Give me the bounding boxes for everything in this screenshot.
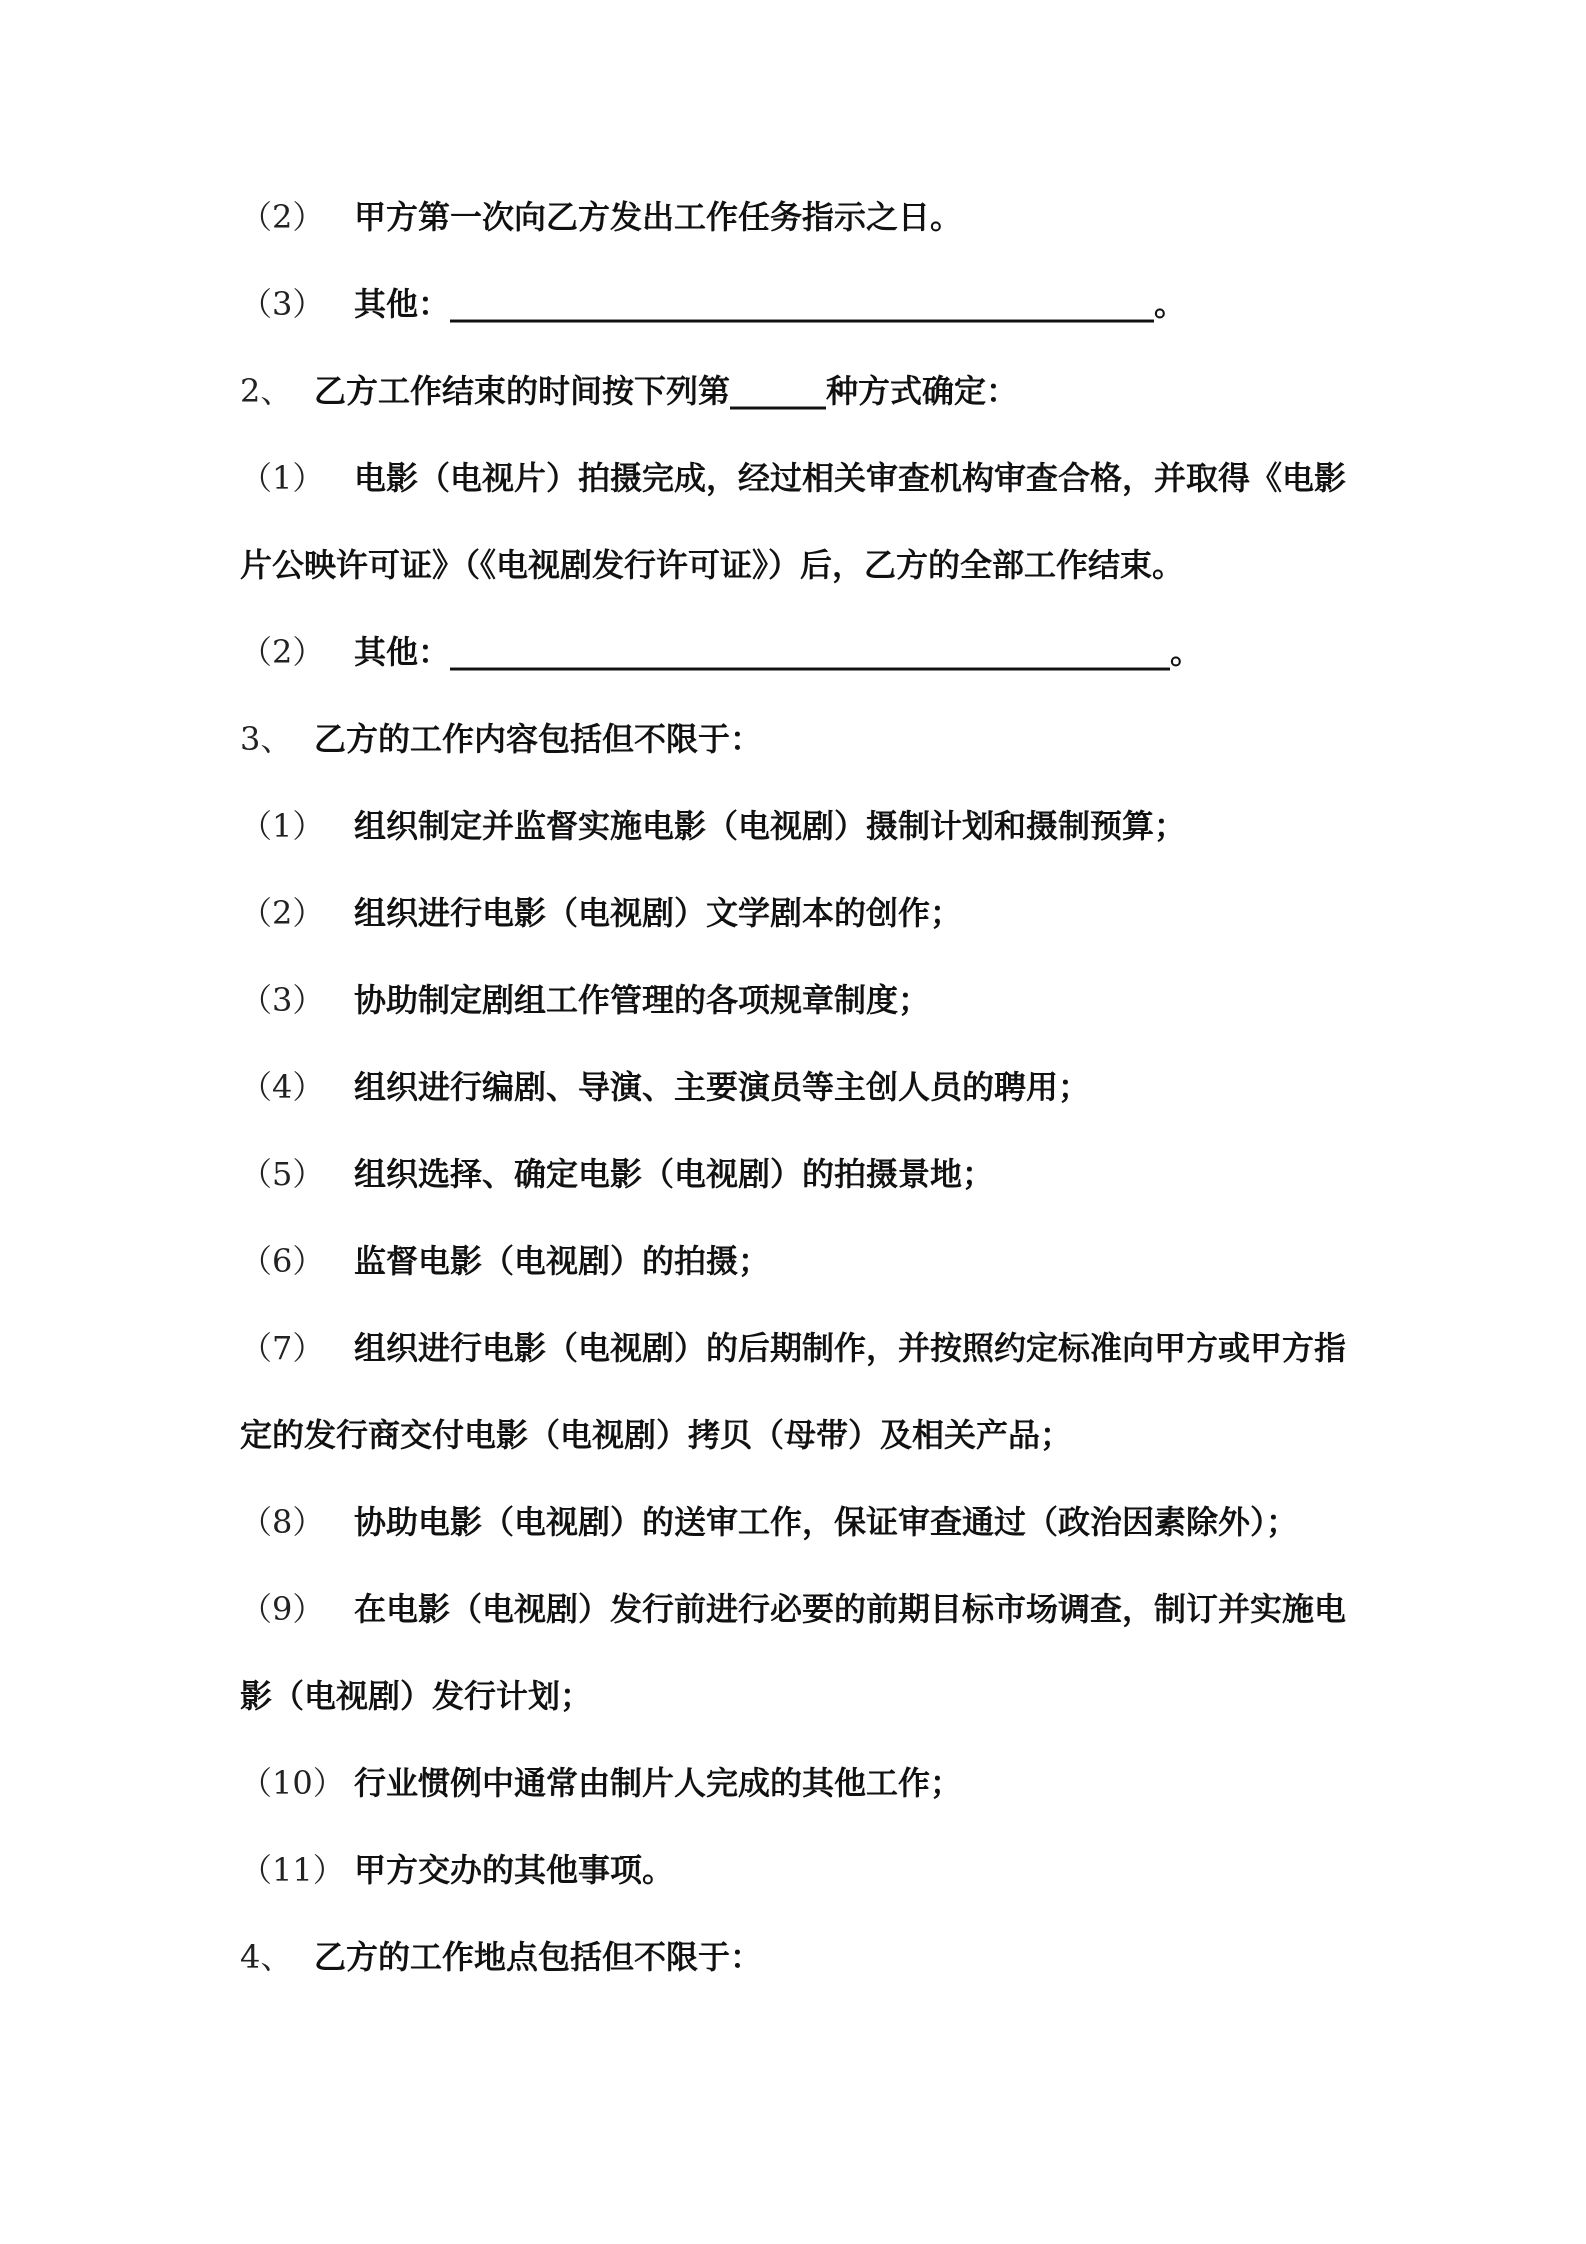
clause-text: 组织选择、确定电影（电视剧）的拍摄景地； bbox=[354, 1155, 995, 1193]
clause-text: 组织进行电影（电视剧）的后期制作，并按照约定标准向甲方或甲方指 bbox=[354, 1329, 1347, 1367]
clause-text: 协助电影（电视剧）的送审工作，保证审查通过（政治因素除外）； bbox=[354, 1503, 1299, 1541]
clause-2-1 bbox=[240, 448, 1360, 508]
clause-number: （8） bbox=[240, 1503, 325, 1541]
section-3-heading bbox=[240, 709, 1360, 769]
clause-3-9-continued bbox=[240, 1666, 1360, 1726]
clause-3-7 bbox=[240, 1318, 1360, 1378]
clause-text: 定的发行商交付电影（电视剧）拷贝（母带）及相关产品； bbox=[240, 1416, 1073, 1454]
clause-number: （11） bbox=[240, 1851, 345, 1889]
clause-text: 组织制定并监督实施电影（电视剧）摄制计划和摄制预算； bbox=[354, 807, 1187, 845]
section-number: 4、 bbox=[240, 1938, 293, 1976]
clause-number: （4） bbox=[240, 1068, 325, 1106]
clause-text: 电影（电视片）拍摄完成，经过相关审查机构审查合格，并取得《电影 bbox=[354, 459, 1347, 497]
clause-1-3 bbox=[240, 274, 1360, 334]
clause-number: （1） bbox=[240, 459, 325, 497]
clause-text: 监督电影（电视剧）的拍摄； bbox=[354, 1242, 771, 1280]
clause-number: （10） bbox=[240, 1764, 345, 1802]
clause-text: 其他：____________________________________________。 bbox=[354, 285, 1187, 323]
clause-text: 甲方第一次向乙方发出工作任务指示之日。 bbox=[354, 198, 963, 236]
clause-2-2 bbox=[240, 622, 1360, 682]
clause-text: 在电影（电视剧）发行前进行必要的前期目标市场调查，制订并实施电 bbox=[354, 1590, 1347, 1628]
section-4-heading bbox=[240, 1927, 1360, 1987]
clause-3-10 bbox=[240, 1753, 1360, 1813]
clause-2-1-continued bbox=[240, 535, 1360, 595]
section-2-heading bbox=[240, 361, 1360, 421]
clause-number: （2） bbox=[240, 633, 325, 671]
clause-number: （5） bbox=[240, 1155, 325, 1193]
clause-text: 其他：_____________________________________________。 bbox=[354, 633, 1203, 671]
clause-3-3 bbox=[240, 970, 1360, 1030]
clause-3-1 bbox=[240, 796, 1360, 856]
section-text: 乙方工作结束的时间按下列第______种方式确定： bbox=[314, 372, 1019, 410]
clause-number: （9） bbox=[240, 1590, 325, 1628]
clause-3-7-continued bbox=[240, 1405, 1360, 1465]
section-text: 乙方的工作地点包括但不限于： bbox=[314, 1938, 763, 1976]
clause-3-2 bbox=[240, 883, 1360, 943]
clause-3-8 bbox=[240, 1492, 1360, 1552]
clause-3-6 bbox=[240, 1231, 1360, 1291]
clause-text: 组织进行编剧、导演、主要演员等主创人员的聘用； bbox=[354, 1068, 1091, 1106]
clause-text: 甲方交办的其他事项。 bbox=[354, 1851, 675, 1889]
clause-text: 行业惯例中通常由制片人完成的其他工作； bbox=[354, 1764, 963, 1802]
clause-number: （3） bbox=[240, 285, 325, 323]
clause-3-4 bbox=[240, 1057, 1360, 1117]
clause-number: （2） bbox=[240, 894, 325, 932]
clause-number: （7） bbox=[240, 1329, 325, 1367]
clause-3-11 bbox=[240, 1840, 1360, 1900]
clause-number: （1） bbox=[240, 807, 325, 845]
section-text: 乙方的工作内容包括但不限于： bbox=[314, 720, 763, 758]
section-number: 3、 bbox=[240, 720, 293, 758]
clause-number: （6） bbox=[240, 1242, 325, 1280]
clause-1-2 bbox=[240, 187, 1360, 247]
clause-number: （3） bbox=[240, 981, 325, 1019]
clause-text: 组织进行电影（电视剧）文学剧本的创作； bbox=[354, 894, 963, 932]
clause-3-9 bbox=[240, 1579, 1360, 1639]
clause-text: 影（电视剧）发行计划； bbox=[240, 1677, 593, 1715]
clause-number: （2） bbox=[240, 198, 325, 236]
clause-text: 片公映许可证》（《电视剧发行许可证》）后，乙方的全部工作结束。 bbox=[240, 546, 1185, 584]
clause-3-5 bbox=[240, 1144, 1360, 1204]
clause-text: 协助制定剧组工作管理的各项规章制度； bbox=[354, 981, 931, 1019]
section-number: 2、 bbox=[240, 372, 293, 410]
